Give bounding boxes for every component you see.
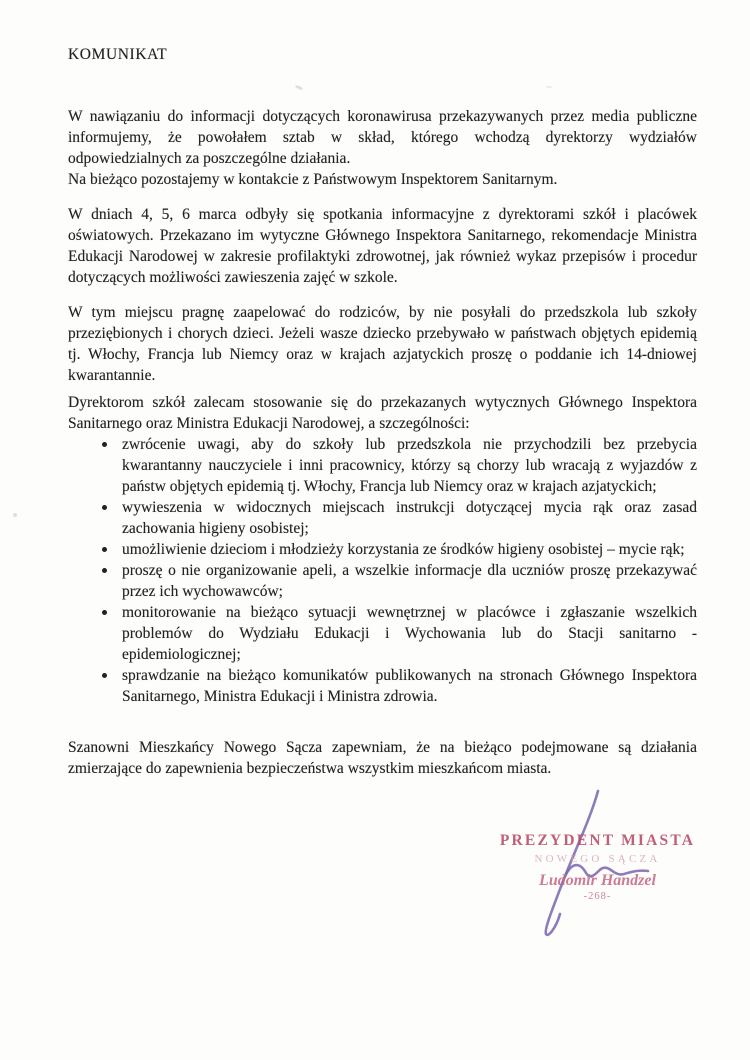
list-item: umożliwienie dzieciom i młodzieży korzystania ze środków higieny osobistej – mycie rąk; xyxy=(68,539,697,560)
list-item: sprawdzanie na bieżąco komunikatów publikowanych na stronach Głównego Inspektora Sanitarnego, Ministra Edukacji i Ministra zdrowia. xyxy=(68,665,697,707)
scan-artifact xyxy=(546,86,552,88)
list-item: wywieszenia w widocznych miejscach instrukcji dotyczącej mycia rąk oraz zasad zachowania higieny osobistej; xyxy=(68,497,697,539)
paragraph-contact: Na bieżąco pozostajemy w kontakcie z Państwowym Inspektorem Sanitarnym. xyxy=(68,171,558,188)
paragraph-intro: W nawiązaniu do informacji dotyczących koronawirusa przekazywanych przez media publiczne informujemy, że powołałem sztab w skład, którego wchodzą dyrektorzy wydziałów odpowiedzialnych za poszczególne działania. xyxy=(68,108,697,167)
stamp-city-line: NOWEGO SĄCZA xyxy=(534,853,661,865)
signature-stroke xyxy=(546,791,598,935)
page-title: KOMUNIKAT xyxy=(68,46,168,63)
stamp-number-line: -268- xyxy=(583,891,612,902)
paragraph-meetings: W dniach 4, 5, 6 marca odbyły się spotkania informacyjne z dyrektorami szkół i placówek oświatowych. Przekazano im wytyczne Głównego Inspektora Sanitarnego, rekomendacje Ministra Edukacji Narodowej w zakresie profilaktyki zdrowotnej, jak również wykaz przepisów i procedur dotyczących możliwości zawieszenia zajęć w szkole. xyxy=(68,206,697,286)
scan-artifact xyxy=(13,513,17,517)
recommendations-list xyxy=(68,434,697,707)
stamp-name-line: Ludomir Handzel xyxy=(539,872,656,889)
signature-ink xyxy=(520,785,670,945)
signature-flourish xyxy=(562,865,648,884)
list-item: monitorowanie na bieżąco sytuacji wewnętrznej w placówce i zgłaszanie wszelkich problemów do Wydziału Edukacji i Wychowania lub do Stacji sanitarno - epidemiologicznej; xyxy=(68,602,697,665)
stamp-office-line: PREZYDENT MIASTA xyxy=(499,832,696,849)
paragraph-closing: Szanowni Mieszkańcy Nowego Sącza zapewniam, że na bieżąco podejmowane są działania zmierzające do zapewnienia bezpieczeństwa wszystkim mieszkańcom miasta. xyxy=(68,739,697,777)
list-item: zwrócenie uwagi, aby do szkoły lub przedszkola nie przychodzili bez przebycia kwarantanny nauczyciele i inni pracownicy, którzy są chorzy lub wracają z wyjazdów z państw objętych epidemią tj. Włochy, Francja lub Niemcy oraz w krajach azjatyckich; xyxy=(68,434,697,497)
scan-artifact xyxy=(295,84,304,90)
list-item: proszę o nie organizowanie apeli, a wszelkie informacje dla uczniów proszę przekazywać przez ich wychowawców; xyxy=(68,560,697,602)
paragraph-recommendations-intro: Dyrektorom szkół zalecam stosowanie się do przekazanych wytycznych Głównego Inspektora Sanitarnego oraz Ministra Edukacji Narodowej, a szczególności: xyxy=(68,394,697,432)
paragraph-appeal: W tym miejscu pragnę zaapelować do rodziców, by nie posyłali do przedszkola lub szkoły przeziębionych i chorych dzieci. Jeżeli wasze dziecko przebywało w państwach objętych epidemią tj. Włochy, Francja lub Niemcy oraz w krajach azjatyckich proszę o poddanie ich 14-dniowej kwarantannie. xyxy=(68,304,697,384)
